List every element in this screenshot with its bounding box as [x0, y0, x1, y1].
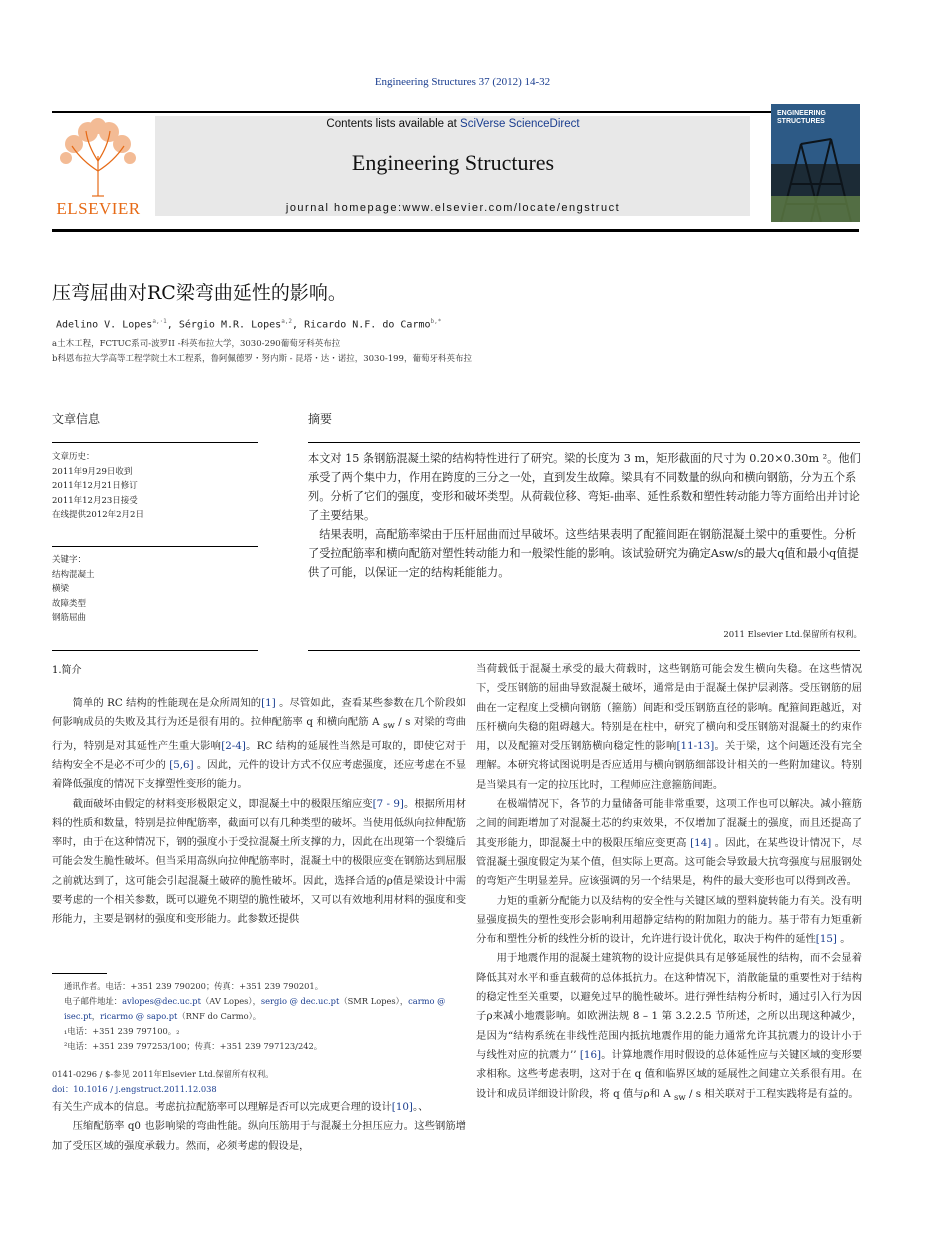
article-info-heading: 文章信息 [52, 412, 101, 426]
body-paragraph: 压缩配筋率 q0 也影响梁的弯曲性能。纵向压筋用于与混凝土分担压应力。这些钢筋增加了受压区域的强度承载力。然而，必须考虑的假设是， [52, 1120, 466, 1152]
history-online: 在线提供2012年2月2日 [52, 510, 144, 520]
body-paragraph: 力矩的重新分配能力以及结构的安全性与关键区域的塑料旋转能力有关。没有明显强度损失的塑性变形会影响利用超静定结构的附加阻力的能力。基于带有力矩重新分布和塑性分析的线性分析的设计，允许进行设计优化，取决于构件的延性[15] 。 [476, 894, 862, 946]
body-paragraph: 简单的 RC 结构的性能现在是众所周知的[1] 。尽管如此，查看某些参数在几个阶段如何影响成员的失败及其行为还是很有用的。拉伸配筋率 q 和横向配筋 A $_{sw}$ / s 对梁的弯曲行为，特别是对其延性产生重大影响[2-4]。RC 结构的延展性当然是可取的，即使它对于结构安全不是必不可少的 [5,6] 。因此，元件的设计方式不仅应考虑强度，还应考虑在不显着降低强度的情况下支撑塑性变形的能力。 [52, 697, 467, 791]
author-list: Adelino V. Lopes$^{a,\cdot 1}$, Sérgio M.R. Lopes$^{a,2}$, Ricardo N.F. do Carmo$^{b,*}$ [56, 318, 442, 331]
keyword[interactable]: 钢筋屈曲 [52, 613, 87, 623]
left-column-tail [52, 1098, 466, 1156]
footnote-rule [52, 973, 107, 974]
cover-title: ENGINEERING STRUCTURES [777, 110, 827, 125]
citation-link[interactable]: [11-13] [676, 740, 715, 753]
article-history [52, 450, 144, 523]
email-link[interactable]: sergio @ dec.uc.pt [260, 996, 340, 1006]
corresponding-author-note: 通讯作者。电话：+351 239 790200；传真：+351 239 790201。 [64, 981, 324, 991]
affiliation-b: b科恩布拉大学高等工程学院土木工程系，鲁阿佩德罗・努内斯 - 昆塔・达・诺拉，3030-199，葡萄牙科英布拉 [52, 354, 472, 364]
citation-link[interactable]: [5,6] [169, 758, 194, 771]
author-name[interactable]: Sérgio M.R. Lopes [178, 319, 282, 331]
author-name[interactable]: Ricardo N.F. do Carmo [304, 319, 431, 331]
history-revised: 2011年12月21日修订 [52, 481, 138, 491]
email-link[interactable]: ricarmo @ sapo.pt [100, 1011, 178, 1021]
author-affiliation-marker: a,·1 [152, 318, 167, 325]
publisher-name: ELSEVIER [56, 199, 141, 218]
body-paragraph: 用于地震作用的混凝土建筑物的设计应提供具有足够延展性的结构，而不会显着降低其对水平和垂直载荷的总体抵抗力。在这种情况下，消散能量的重要性对于结构的稳定性至关重要，以避免过早的脆性破坏。进行弹性结构分析时，通过引入行为因子ρ来减小地震影响。如欧洲法规 8 – 1 第 3.2.2.5 节所述，之所以出现这种减少，是因为“结构系统在非线性范围内抵抗地震作用的能力通常允许其抗震力的设计小于与线性对应的抗震力’’ [16]。计算地震作用时假设的总体延性应与关键区域的变形要求相称。这些考虑表明，这对于在 q 值和临界区域的延展性之间建立关系很有用。在设计和成员详细设计阶段，将 q 值与ρ和 A $_{sw}$ / s 相关联对于工程实践将是有益的。 [476, 952, 862, 1103]
history-accepted: 2011年12月23日接受 [52, 495, 138, 506]
citation-link[interactable]: [16] [579, 1048, 602, 1061]
journal-homepage[interactable]: journal homepage:www.elsevier.com/locate/engstruct [285, 202, 621, 214]
phone-note-1: ₁电话：+351 239 797100。₂ [64, 1026, 180, 1036]
doi-link[interactable]: doi：10.1016 / j.engstruct.2011.12.038 [52, 1084, 217, 1094]
affiliation-a: a土木工程，FCTUC系司-波罗II -科英布拉大学，3030-290葡萄牙科英布拉 [52, 339, 341, 349]
body-paragraph: 有关生产成本的信息。考虑抗拉配筋率可以理解是否可以完成更合理的设计[10]。、 [52, 1101, 429, 1113]
abstract-body [308, 449, 862, 582]
citation-link[interactable]: [1] [261, 697, 276, 709]
citation-link[interactable]: [2-4] [221, 739, 246, 752]
history-received: 2011年9月29日收到 [52, 466, 133, 477]
citation-link[interactable]: [7 - 9] [372, 797, 404, 810]
citation-link[interactable]: [14] [690, 836, 712, 849]
citation-link[interactable]: [10] [391, 1101, 413, 1113]
keyword[interactable]: 结构混凝土 [52, 569, 95, 580]
author-affiliation-marker: b,* [430, 318, 442, 325]
keywords-rule [52, 546, 258, 547]
abstract-heading: 摘要 [308, 412, 333, 426]
journal-title: Engineering Structures [351, 150, 555, 175]
keyword[interactable]: 故障类型 [52, 598, 87, 609]
email-link[interactable]: carmo @ isec.pt [64, 996, 446, 1021]
section-rule-right [308, 650, 860, 651]
header-bottom-rule [52, 229, 859, 232]
keywords-label: 关键字： [52, 555, 87, 565]
body-paragraph: 当荷载低于混凝土承受的最大荷载时，这些钢筋可能会发生横向失稳。在这些情况下，受压钢筋的屈曲导致混凝土破坏，通常是由于混凝土保护层剥落。受压钢筋的屈曲在一定程度上受横向钢筋（箍筋）间距和受压钢筋直径的影响。配箍间距越近，对压杆横向失稳的阻碍越大。特别是在柱中，研究了横向和受压钢筋对混凝土的约束作用，以及配箍对受压钢筋横向稳定性的影响[11-13]。关于梁，这个问题还没有完全理解。本研究将试图说明是否应适用与横向钢筋细部设计相关的一些附加建议。特别是当梁具有一定的拉压比时，工程师应注意箍筋间距。 [476, 663, 863, 791]
abstract-copyright: 2011 Elsevier Ltd.保留所有权利。 [723, 630, 862, 640]
author-affiliation-marker: a,2 [281, 318, 293, 325]
section-rule-left [52, 650, 258, 651]
journal-cover-image [771, 104, 860, 222]
left-column-body [52, 694, 466, 930]
footnotes [52, 979, 466, 1054]
article-info-rule [52, 442, 258, 443]
sciencedirect-link[interactable]: SciVerse ScienceDirect [460, 118, 580, 130]
keyword[interactable]: 横梁 [52, 584, 70, 594]
email-note: 电子邮件地址：avlopes@dec.uc.pt（AV Lopes），sergio @ dec.uc.pt（SMR Lopes），carmo @ isec.pt，ricarmo @ sapo.pt（RNF do Carmo）。 [64, 996, 446, 1021]
body-paragraph: 截面破坏由假定的材料变形极限定义，即混凝土中的极限压缩应变[7 - 9]。根据所用材料的性质和数量，特别是拉伸配筋率，截面可以有几种类型的破坏。当使用低纵向拉伸配筋率时，由于在这种情况下，钢的强度小于受拉混凝土所支撑的力，因此在出现第一个裂缝后可能会发生脆性破坏。但当采用高纵向拉伸配筋率时，混凝土中的极限应变在钢筋达到屈服之前就达到了，这可能会引起混凝土破碎的脆性破坏。因此，选择合适的ρ值是梁设计中需要考虑的一个相关参数，既可以避免不期望的脆性破坏，又可以有效地利用材料的强度和变形能力，主要是钢材的强度和变形能力。此参数还提供 [52, 797, 467, 926]
article-title: 压弯屈曲对RC梁弯曲延性的影响。 [52, 282, 347, 304]
contents-prefix: Contents lists available at [326, 118, 461, 130]
email-link[interactable]: avlopes@dec.uc.pt [122, 996, 201, 1006]
journal-reference: Engineering Structures 37 (2012) 14-32 [374, 76, 551, 88]
issn-doi-block [52, 1067, 466, 1097]
top-rule [52, 111, 859, 113]
issn-line: 0141-0296 / $-参见 2011年Elsevier Ltd.保留所有权利。 [52, 1069, 274, 1079]
keywords [52, 553, 95, 626]
introduction-heading: 1.简介 [52, 665, 82, 676]
phone-note-2: ²电话：+351 239 797253/100；传真：+351 239 797123/242。 [64, 1041, 323, 1051]
abstract-rule [308, 442, 860, 443]
contents-line [158, 118, 748, 130]
citation-link[interactable]: [15] [815, 933, 837, 946]
right-column-body [476, 660, 862, 1108]
history-label: 文章历史： [52, 452, 95, 462]
abstract-paragraph: 结果表明，高配筋率梁由于压杆屈曲而过早破坏。这些结果表明了配箍间距在钢筋混凝土梁中的重要性。分析了受拉配筋率和横向配筋对塑性转动能力和一般梁性能的影响。该试验研究为确定Asw/s的最大q值和最小q值提供了可能，以保证一定的结构耗能能力。 [308, 528, 859, 579]
abstract-paragraph: 本文对 15 条钢筋混凝土梁的结构特性进行了研究。梁的长度为 3 m，矩形截面的尺寸为 0.20×0.30m ²。他们承受了两个集中力，作用在跨度的三分之一处，直到发生故障。梁具有不同数量的纵向和横向钢筋，分为五个系列。分析了它们的强度，变形和破坏类型。从荷载位移、弯矩-曲率、延性系数和塑性转动能力等方面给出并讨论了主要结果。 [308, 452, 861, 522]
author-name[interactable]: Adelino V. Lopes [56, 319, 153, 331]
body-paragraph: 在极端情况下，各节的力量储备可能非常重要，这项工作也可以解决。减小箍筋之间的间距增加了对混凝土芯的约束效果，不仅增加了混凝土的强度，而且还提高了其变形能力，即混凝土中的极限压缩应变更高 [14] 。因此，在某些设计情况下，尽管混凝土强度假定为某个值，但实际上更高。这可能会导致最大抗弯强度与屈服钢处的弯矩产生明显差异。应该强调的另一个结果是，构件的最大变形也可以得到改善。 [476, 798, 862, 888]
